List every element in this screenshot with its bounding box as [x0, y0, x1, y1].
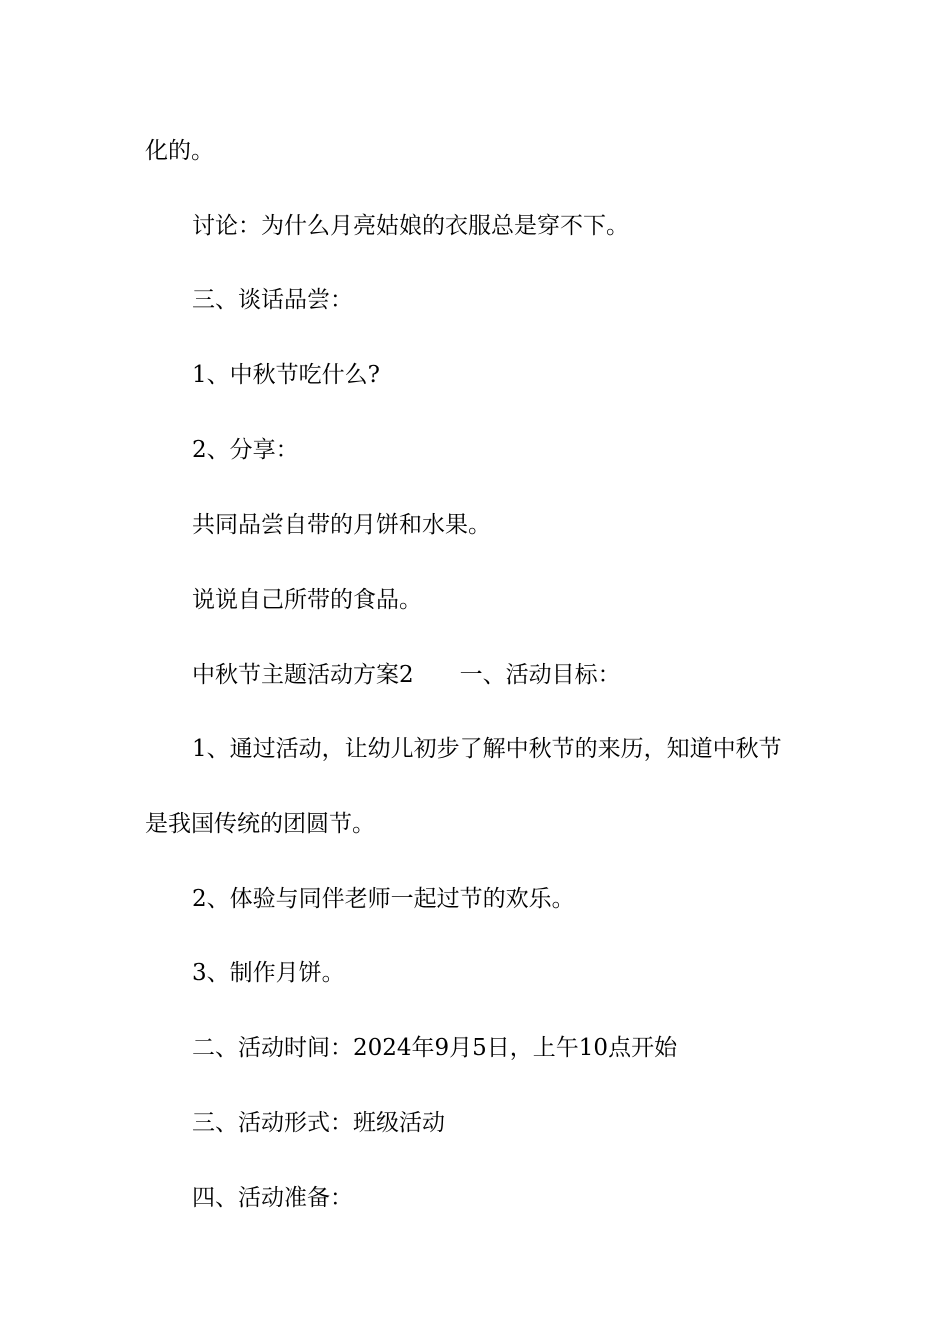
list-item-goal-1-continuation: 是我国传统的团圆节。 [145, 811, 375, 837]
section-heading-tasting: 三、谈话品尝： [192, 287, 353, 313]
paragraph-talk-food: 说说自己所带的食品。 [192, 587, 422, 613]
paragraph-plan-title [192, 660, 621, 690]
section-activity-time: 二、活动时间：2024年9月5日，上午10点开始 [192, 1035, 678, 1061]
list-item-goal-1: 1、通过活动，让幼儿初步了解中秋节的来历，知道中秋节 [192, 736, 782, 762]
list-item-goal-3: 3、制作月饼。 [192, 960, 345, 986]
section-activity-preparation: 四、活动准备： [192, 1185, 353, 1211]
paragraph-continuation: 化的。 [145, 138, 214, 164]
plan-title: 中秋节主题活动方案2 [192, 662, 414, 688]
list-item-share: 2、分享： [192, 437, 299, 463]
section-heading-goals: 一、活动目标： [459, 662, 621, 688]
paragraph-discussion: 讨论：为什么月亮姑娘的衣服总是穿不下。 [192, 213, 629, 239]
section-activity-form: 三、活动形式：班级活动 [192, 1110, 445, 1136]
list-item-goal-2: 2、体验与同伴老师一起过节的欢乐。 [192, 886, 575, 912]
paragraph-taste-together: 共同品尝自带的月饼和水果。 [192, 512, 491, 538]
list-item-what-to-eat: 1、中秋节吃什么? [192, 362, 380, 388]
